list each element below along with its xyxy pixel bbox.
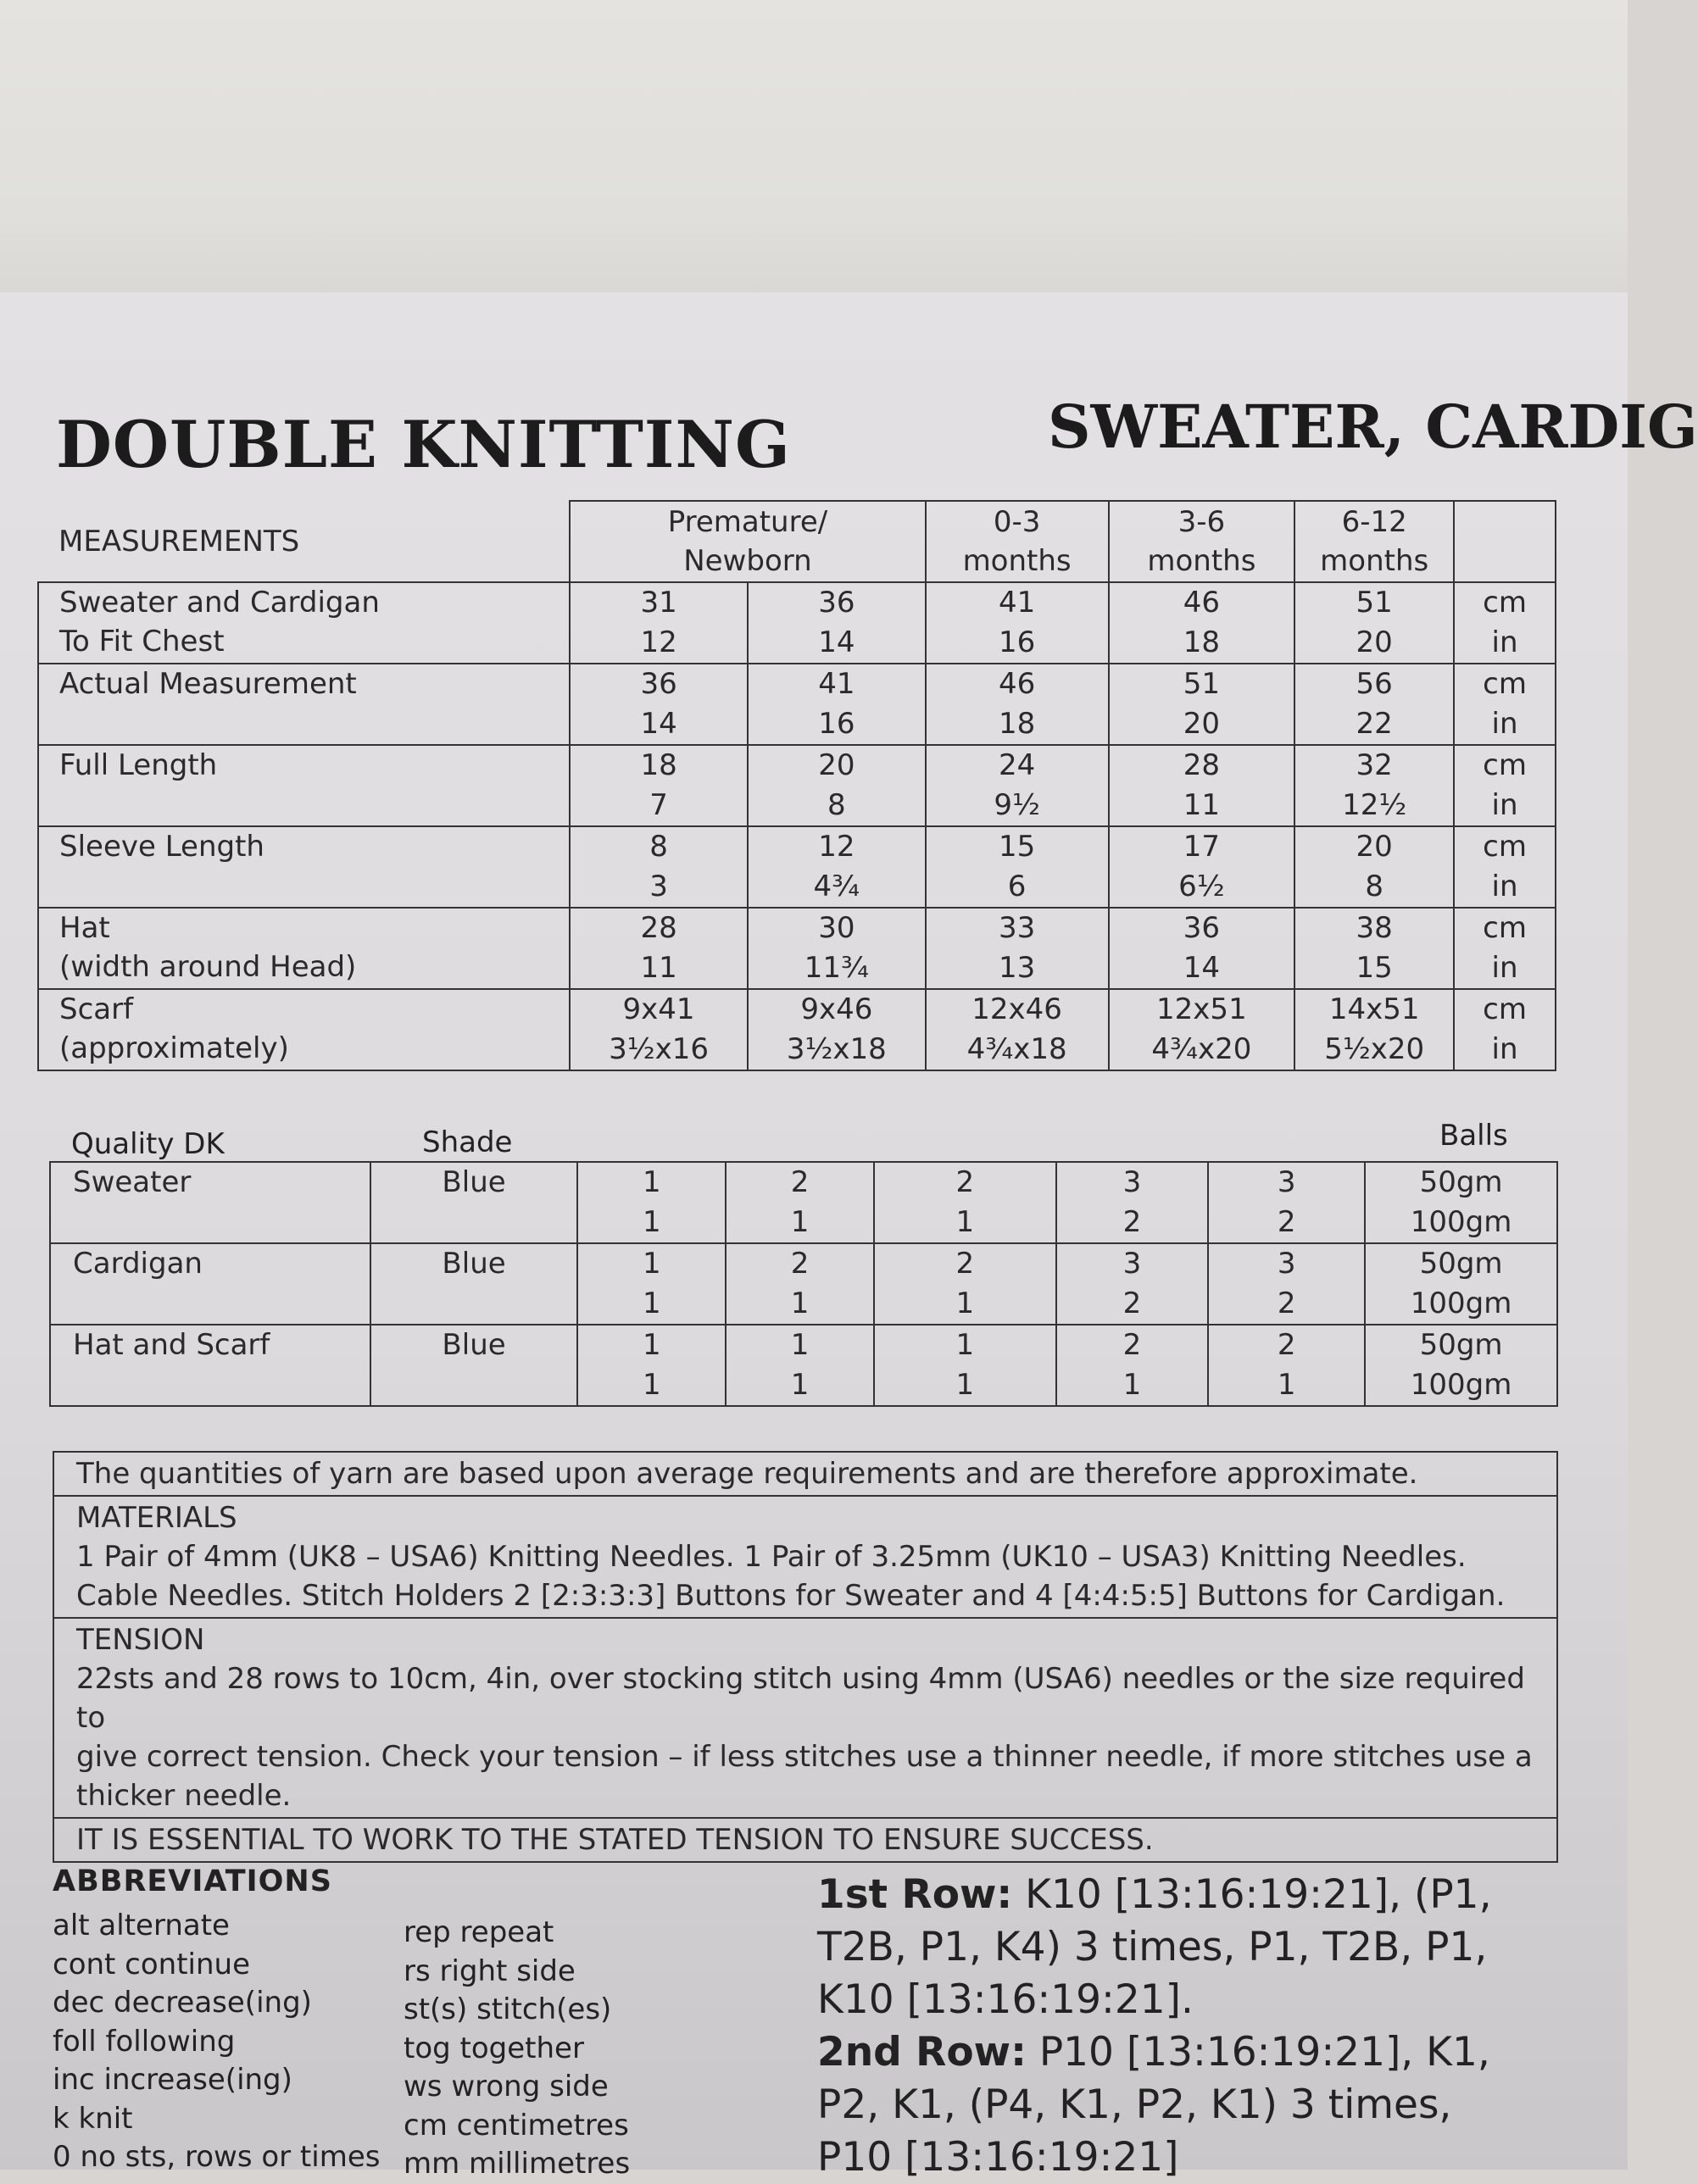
value-cm: 31: [640, 586, 677, 620]
measurement-cell: [926, 664, 1109, 745]
value-cm: 41: [998, 586, 1036, 620]
value-in: 16: [998, 625, 1036, 659]
measurement-values: [1295, 990, 1453, 1070]
ball-count-cell: [726, 1325, 874, 1406]
ball-weight-cell: [1365, 1325, 1557, 1406]
value-cm: 41: [818, 667, 855, 701]
value-in: 8: [1365, 870, 1383, 903]
ball-count-cell: [1056, 1162, 1209, 1243]
abbr-item: foll following: [53, 2024, 236, 2059]
balls-label: Balls: [1439, 1119, 1508, 1153]
unit-cm: cm: [1483, 992, 1527, 1026]
unit-cm: cm: [1483, 586, 1527, 620]
abbr-item: mm millimetres: [404, 2147, 631, 2181]
value-in: 8: [827, 788, 846, 822]
row1-line: K10 [13:16:19:21].: [817, 1976, 1194, 2023]
count-100gm: 2: [1122, 1205, 1142, 1239]
ball-counts: [875, 1163, 1055, 1242]
shade-label: Shade: [422, 1125, 513, 1159]
value-cm: 28: [640, 911, 677, 945]
value-cm: 51: [1356, 586, 1393, 620]
measurement-row: [38, 989, 1556, 1070]
measurement-label: [38, 826, 570, 908]
pattern-instructions: [817, 1869, 1580, 2184]
value-cm: 56: [1356, 667, 1393, 701]
unit-in: in: [1491, 951, 1518, 985]
value-cm: 12x46: [971, 992, 1062, 1026]
tension-line: 22sts and 28 rows to 10cm, 4in, over stocking stitch using 4mm (USA6) needles or the size required to: [76, 1662, 1525, 1735]
count-100gm: 1: [1122, 1368, 1142, 1402]
ball-counts: [1209, 1244, 1364, 1324]
ball-count-cell: [577, 1243, 726, 1325]
measurement-cell: [1109, 664, 1295, 745]
measurement-values: [749, 827, 925, 907]
measurement-label-line: Sweater and Cardigan: [59, 586, 380, 620]
measurement-cell: [926, 908, 1109, 989]
weight-50gm: 50gm: [1419, 1165, 1503, 1199]
value-in: 3½x16: [609, 1032, 710, 1066]
row2-line: P10 [13:16:19:21]: [817, 2134, 1179, 2181]
ball-count-cell: [726, 1162, 874, 1243]
measurement-label-line: Full Length: [59, 748, 218, 782]
measurement-values: [927, 746, 1108, 825]
unit-cm: cm: [1483, 748, 1527, 782]
value-in: 14: [640, 707, 677, 741]
measurement-cell: [1109, 908, 1295, 989]
count-50gm: 1: [955, 1328, 975, 1362]
count-100gm: 2: [1277, 1205, 1296, 1239]
yarn-shade: Blue: [370, 1325, 578, 1406]
count-50gm: 2: [790, 1247, 810, 1281]
value-cm: 36: [1183, 911, 1221, 945]
measurement-values: [571, 909, 747, 988]
value-in: 6½: [1178, 870, 1225, 903]
measurement-values: [927, 583, 1108, 663]
ball-count-cell: [1208, 1325, 1365, 1406]
unit-cm: cm: [1483, 667, 1527, 701]
abbr-item: cm centimetres: [404, 2108, 629, 2142]
unit-cm: cm: [1483, 830, 1527, 864]
materials-line: Cable Needles. Stitch Holders 2 [2:3:3:3] Buttons for Sweater and 4 [4:4:5:5] Buttons for Cardigan.: [76, 1579, 1506, 1613]
value-cm: 15: [998, 830, 1036, 864]
value-cm: 20: [1356, 830, 1393, 864]
measurement-values: [1295, 664, 1453, 744]
measurement-label: [38, 908, 570, 989]
count-100gm: 1: [790, 1287, 810, 1320]
measurement-cell: [570, 989, 748, 1070]
ball-weights: [1366, 1163, 1556, 1242]
weight-50gm: 50gm: [1419, 1328, 1503, 1362]
value-in: 11: [1183, 788, 1221, 822]
measurement-cell: [748, 989, 926, 1070]
value-cm: 46: [1183, 586, 1221, 620]
abbr-item: st(s) stitch(es): [404, 1992, 612, 2026]
yarn-shade: Blue: [370, 1162, 578, 1243]
measurement-label: [38, 582, 570, 664]
measurement-values: [927, 909, 1108, 988]
weight-100gm: 100gm: [1410, 1368, 1512, 1402]
ball-count-cell: [726, 1243, 874, 1325]
abbr-item: dec decrease(ing): [53, 1986, 312, 2020]
yarn-row: [50, 1162, 1557, 1243]
abbreviations-col2: [404, 1914, 630, 2184]
row1-line: T2B, P1, K4) 3 times, P1, T2B, P1,: [817, 1924, 1488, 1970]
measurement-cell: [748, 664, 926, 745]
measurement-cell: [1294, 908, 1454, 989]
measurement-values: [927, 664, 1108, 744]
yarn-item: Hat and Scarf: [50, 1325, 370, 1406]
value-in: 18: [998, 707, 1036, 741]
count-50gm: 2: [955, 1247, 975, 1281]
unit-in: in: [1491, 625, 1518, 659]
measurement-cell: [570, 826, 748, 908]
size-header-3-6: 3-6 months: [1109, 501, 1295, 582]
yarn-item: Sweater: [50, 1162, 370, 1243]
value-cm: 33: [998, 911, 1036, 945]
count-50gm: 3: [1277, 1165, 1296, 1199]
essential-note: IT IS ESSENTIAL TO WORK TO THE STATED TENSION TO ENSURE SUCCESS.: [53, 1818, 1557, 1862]
measurement-values: [1110, 746, 1294, 825]
measurement-values: [749, 990, 925, 1070]
measurement-values: [749, 583, 925, 663]
ball-weight-cell: [1365, 1162, 1557, 1243]
notes-box: [53, 1451, 1558, 1863]
page-title-right: SWEATER, CARDIG: [1048, 392, 1698, 462]
measurement-label-line: (approximately): [59, 1031, 289, 1065]
quality-label: Quality DK: [71, 1127, 225, 1161]
measurement-label-line: Scarf: [59, 992, 134, 1026]
yarn-item: Cardigan: [50, 1243, 370, 1325]
count-50gm: 3: [1122, 1165, 1142, 1199]
quantities-note: The quantities of yarn are based upon average requirements and are therefore approximate.: [53, 1452, 1557, 1496]
ball-counts: [1057, 1244, 1208, 1324]
measurement-values: [749, 664, 925, 744]
ball-count-cell: [1208, 1243, 1365, 1325]
measurement-label-line: (width around Head): [59, 950, 357, 984]
measurement-cell: [1294, 826, 1454, 908]
yarn-shade: Blue: [370, 1243, 578, 1325]
value-in: 16: [818, 707, 855, 741]
count-100gm: 1: [1277, 1368, 1296, 1402]
value-in: 4¾x20: [1151, 1032, 1252, 1066]
value-in: 4¾x18: [966, 1032, 1067, 1066]
abbr-item: k knit: [53, 2101, 133, 2136]
value-cm: 14x51: [1328, 992, 1420, 1026]
ball-counts: [578, 1244, 725, 1324]
measurement-values: [1110, 909, 1294, 988]
measurement-cell: [570, 745, 748, 826]
unit-cell: [1454, 989, 1556, 1070]
count-50gm: 3: [1122, 1247, 1142, 1281]
weight-100gm: 100gm: [1410, 1287, 1512, 1320]
measurement-cell: [570, 908, 748, 989]
materials-line: 1 Pair of 4mm (UK8 – USA6) Knitting Needles. 1 Pair of 3.25mm (UK10 – USA3) Knitting Needles.: [76, 1540, 1467, 1574]
measurements-header-row: [38, 501, 1556, 582]
page-title: DOUBLE KNITTING: [56, 407, 791, 482]
value-in: 7: [649, 788, 668, 822]
measurement-values: [571, 827, 747, 907]
measurement-cell: [1109, 745, 1295, 826]
value-cm: 9x46: [800, 992, 873, 1026]
value-cm: 12: [818, 830, 855, 864]
unit-header: [1454, 501, 1556, 582]
count-100gm: 1: [642, 1368, 661, 1402]
ball-counts: [578, 1325, 725, 1405]
ball-counts: [875, 1244, 1055, 1324]
ball-counts: [1209, 1325, 1364, 1405]
abbr-item: cont continue: [53, 1947, 251, 1981]
value-in: 3½x18: [786, 1032, 887, 1066]
count-100gm: 1: [955, 1287, 975, 1320]
value-in: 12: [640, 625, 677, 659]
count-100gm: 1: [790, 1368, 810, 1402]
weight-100gm: 100gm: [1410, 1205, 1512, 1239]
value-in: 11: [640, 951, 677, 985]
value-in: 5½x20: [1324, 1032, 1425, 1066]
ball-weights: [1366, 1244, 1556, 1324]
measurement-values: [571, 583, 747, 663]
tension-line: give correct tension. Check your tension – if less stitches use a thinner needle, if more stitches use a: [76, 1740, 1533, 1774]
value-cm: 9x41: [622, 992, 695, 1026]
ball-counts: [1057, 1163, 1208, 1242]
measurement-cell: [1294, 582, 1454, 664]
size-header-newborn: Premature/ Newborn: [570, 501, 926, 582]
measurement-values: [927, 827, 1108, 907]
measurement-values: [571, 746, 747, 825]
ball-counts: [1209, 1163, 1364, 1242]
measurement-label-line: Actual Measurement: [59, 667, 357, 701]
measurement-cell: [570, 582, 748, 664]
value-cm: 46: [998, 667, 1036, 701]
value-in: 18: [1183, 625, 1221, 659]
ball-counts: [727, 1163, 873, 1242]
measurement-values: [1295, 827, 1453, 907]
unit-in: in: [1491, 1032, 1518, 1066]
unit-cell: [1454, 745, 1556, 826]
row2-label: 2nd Row:: [817, 2029, 1027, 2076]
unit-cm: cm: [1483, 911, 1527, 945]
count-100gm: 2: [1122, 1287, 1142, 1320]
value-in: 4¾: [813, 870, 860, 903]
value-cm: 30: [818, 911, 855, 945]
measurement-values: [1110, 827, 1294, 907]
measurement-cell: [1294, 745, 1454, 826]
materials-section: [53, 1496, 1557, 1618]
size-header-0-3: 0-3 months: [926, 501, 1109, 582]
measurement-row: [38, 908, 1556, 989]
unit-in: in: [1491, 870, 1518, 903]
value-in: 20: [1356, 625, 1393, 659]
value-cm: 18: [640, 748, 677, 782]
ball-count-cell: [577, 1325, 726, 1406]
measurement-label-line: Hat: [59, 911, 110, 945]
value-in: 14: [1183, 951, 1221, 985]
abbr-item: rs right side: [404, 1953, 576, 1988]
count-50gm: 2: [955, 1165, 975, 1199]
measurement-cell: [1294, 989, 1454, 1070]
measurement-cell: [748, 908, 926, 989]
value-cm: 32: [1356, 748, 1393, 782]
weight-50gm: 50gm: [1419, 1247, 1503, 1281]
ball-count-cell: [1056, 1325, 1209, 1406]
value-in: 14: [818, 625, 855, 659]
measurements-label: MEASUREMENTS: [58, 524, 300, 559]
value-in: 15: [1356, 951, 1393, 985]
unit-cell: [1454, 826, 1556, 908]
abbr-item: rep repeat: [404, 1915, 554, 1949]
ball-counts: [727, 1325, 873, 1405]
count-100gm: 1: [642, 1287, 661, 1320]
value-cm: 51: [1183, 667, 1221, 701]
measurement-values: [927, 990, 1108, 1070]
ball-counts: [578, 1163, 725, 1242]
measurement-label-line: Sleeve Length: [59, 830, 264, 864]
background-wall: [0, 0, 1628, 305]
measurement-label: [38, 989, 570, 1070]
yarn-row: [50, 1325, 1557, 1406]
measurement-cell: [926, 745, 1109, 826]
value-cm: 12x51: [1156, 992, 1247, 1026]
value-cm: 24: [998, 748, 1036, 782]
measurement-values: [571, 990, 747, 1070]
unit-cell: [1454, 664, 1556, 745]
measurement-row: [38, 826, 1556, 908]
tension-line: thicker needle.: [76, 1779, 292, 1813]
count-50gm: 2: [1277, 1328, 1296, 1362]
value-in: 9½: [994, 788, 1040, 822]
value-cm: 36: [818, 586, 855, 620]
ball-weight-cell: [1365, 1243, 1557, 1325]
measurement-values: [1295, 909, 1453, 988]
row1-label: 1st Row:: [817, 1871, 1013, 1918]
yarn-table: [49, 1161, 1558, 1407]
count-50gm: 1: [642, 1247, 661, 1281]
ball-count-cell: [874, 1162, 1056, 1243]
measurement-cell: [1109, 989, 1295, 1070]
count-100gm: 1: [642, 1205, 661, 1239]
ball-counts: [875, 1325, 1055, 1405]
abbr-item: tog together: [404, 2031, 584, 2065]
abbr-item: alt alternate: [53, 1909, 230, 1942]
value-in: 13: [998, 951, 1036, 985]
row1-line: 1st Row: K10 [13:16:19:21], (P1,: [817, 1871, 1492, 1918]
measurements-table: [37, 500, 1556, 1071]
abbreviations-col1: [53, 1907, 380, 2177]
count-50gm: 1: [790, 1328, 810, 1362]
value-cm: 28: [1183, 748, 1221, 782]
measurement-row: [38, 745, 1556, 826]
measurement-cell: [1109, 826, 1295, 908]
measurement-cell: [926, 989, 1109, 1070]
value-in: 3: [649, 870, 668, 903]
measurements-body: [38, 582, 1556, 1070]
measurement-values: [749, 746, 925, 825]
measurement-row: [38, 664, 1556, 745]
measurement-label-line: To Fit Chest: [59, 625, 225, 659]
ball-weights: [1366, 1325, 1556, 1405]
abbreviations-title: ABBREVIATIONS: [53, 1864, 332, 1898]
row2-line: P2, K1, (P4, K1, P2, K1) 3 times,: [817, 2081, 1452, 2128]
measurement-cell: [926, 582, 1109, 664]
value-cm: 20: [818, 748, 855, 782]
abbr-item: inc increase(ing): [53, 2063, 292, 2097]
value-in: 12½: [1342, 788, 1407, 822]
measurement-label: [38, 745, 570, 826]
ball-count-cell: [1208, 1162, 1365, 1243]
count-100gm: 2: [1277, 1287, 1296, 1320]
count-50gm: 2: [1122, 1328, 1142, 1362]
value-cm: 8: [649, 830, 668, 864]
measurement-values: [749, 909, 925, 988]
abbr-item: 0 no sts, rows or times: [53, 2140, 381, 2174]
measurement-values: [1110, 990, 1294, 1070]
measurement-cell: [1294, 664, 1454, 745]
measurement-cell: [748, 582, 926, 664]
measurement-values: [1295, 583, 1453, 663]
unit-in: in: [1491, 788, 1518, 822]
count-50gm: 2: [790, 1165, 810, 1199]
abbr-item: ws wrong side: [404, 2070, 609, 2103]
ball-count-cell: [874, 1243, 1056, 1325]
measurement-cell: [926, 826, 1109, 908]
ball-count-cell: [874, 1325, 1056, 1406]
ball-count-cell: [577, 1162, 726, 1243]
value-cm: 38: [1356, 911, 1393, 945]
count-50gm: 3: [1277, 1247, 1296, 1281]
ball-count-cell: [1056, 1243, 1209, 1325]
count-100gm: 1: [955, 1368, 975, 1402]
value-in: 20: [1183, 707, 1221, 741]
yarn-body: [50, 1162, 1557, 1406]
count-100gm: 1: [955, 1205, 975, 1239]
count-50gm: 1: [642, 1328, 661, 1362]
value-cm: 36: [640, 667, 677, 701]
unit-in: in: [1491, 707, 1518, 741]
unit-cell: [1454, 908, 1556, 989]
ball-counts: [1057, 1325, 1208, 1405]
measurement-cell: [1109, 582, 1295, 664]
yarn-row: [50, 1243, 1557, 1325]
value-cm: 17: [1183, 830, 1221, 864]
size-header-6-12: 6-12 months: [1294, 501, 1454, 582]
tension-title: TENSION: [76, 1623, 205, 1657]
measurement-cell: [570, 664, 748, 745]
materials-title: MATERIALS: [76, 1501, 237, 1535]
count-50gm: 1: [642, 1165, 661, 1199]
tension-section: [53, 1618, 1557, 1818]
measurement-values: [1110, 583, 1294, 663]
unit-cell: [1454, 582, 1556, 664]
measurement-values: [571, 664, 747, 744]
value-in: 11¾: [804, 951, 869, 985]
measurement-cell: [748, 826, 926, 908]
ball-counts: [727, 1244, 873, 1324]
count-100gm: 1: [790, 1205, 810, 1239]
measurement-label: [38, 664, 570, 745]
measurement-values: [1110, 664, 1294, 744]
measurement-row: [38, 582, 1556, 664]
value-in: 6: [1007, 870, 1027, 903]
measurement-values: [1295, 746, 1453, 825]
row2-line: 2nd Row: P10 [13:16:19:21], K1,: [817, 2029, 1490, 2076]
value-in: 22: [1356, 707, 1393, 741]
measurement-cell: [748, 745, 926, 826]
